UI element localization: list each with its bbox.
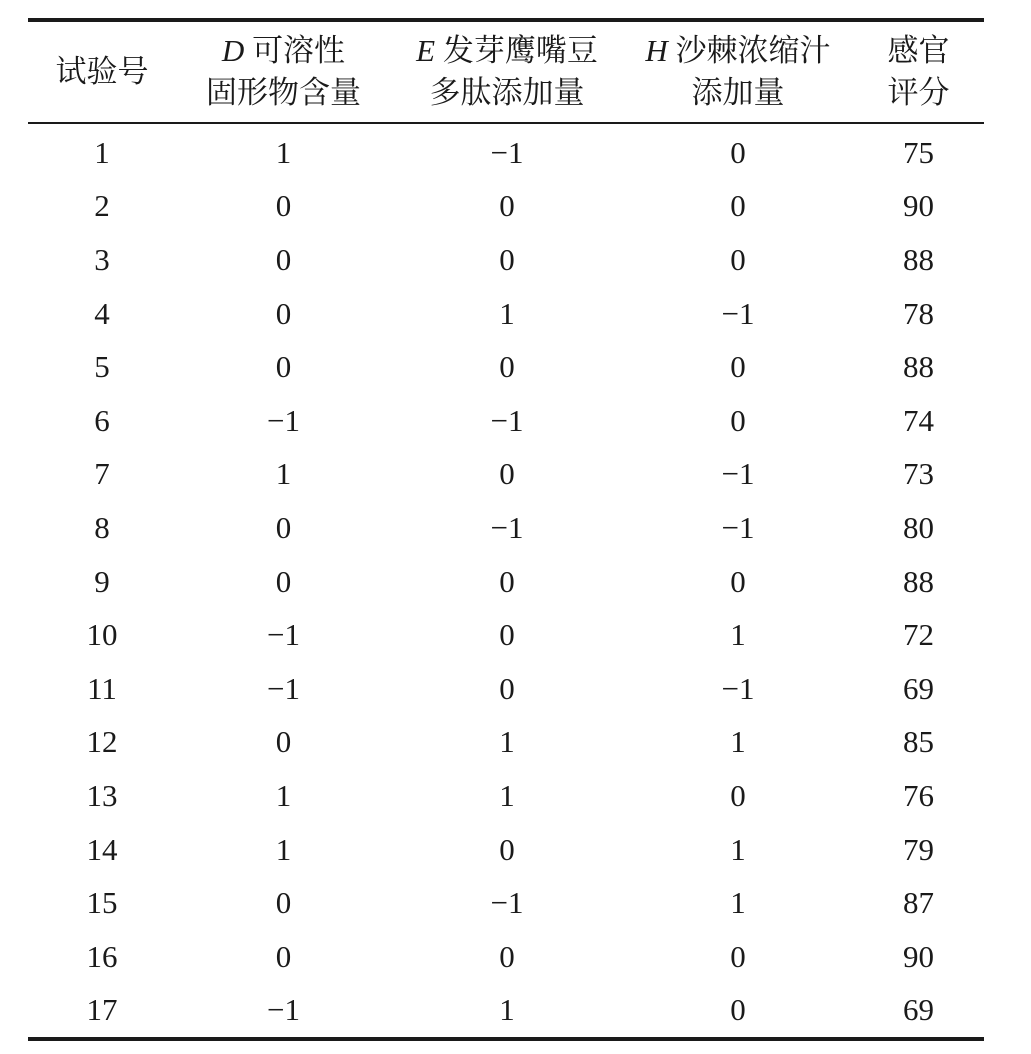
header-soluble-solids (176, 22, 391, 122)
cell-soluble-solids: 0 (275, 295, 292, 331)
cell-sea-buckthorn-juice: −1 (721, 295, 755, 331)
cell-sensory-score: 73 (903, 456, 934, 492)
cell-soluble-solids: 1 (275, 456, 292, 492)
table-row (28, 823, 984, 877)
cell-trial-number: 17 (86, 992, 118, 1028)
cell-chickpea-peptide: 0 (499, 349, 515, 385)
cell-chickpea-peptide: 0 (499, 617, 515, 653)
cell-sea-buckthorn-juice: 0 (730, 402, 746, 438)
cell-soluble-solids: 0 (275, 938, 292, 974)
cell-soluble-solids: 1 (275, 777, 292, 813)
header-sea-buckthorn-juice (623, 22, 853, 122)
cell-soluble-solids: 0 (275, 241, 292, 277)
cell-chickpea-peptide: −1 (490, 134, 524, 170)
table-row (28, 769, 984, 823)
cell-soluble-solids: 0 (275, 188, 292, 224)
cell-sensory-score: 69 (903, 670, 934, 706)
cell-chickpea-peptide: 0 (499, 456, 515, 492)
cell-chickpea-peptide: 0 (499, 831, 515, 867)
cell-sea-buckthorn-juice: 1 (730, 617, 746, 653)
cell-soluble-solids: −1 (267, 617, 300, 653)
table-row (28, 555, 984, 609)
cell-sea-buckthorn-juice: 1 (730, 885, 746, 921)
table-row (28, 448, 984, 502)
cell-chickpea-peptide: 1 (499, 724, 515, 760)
cell-sea-buckthorn-juice: 0 (730, 992, 746, 1028)
cell-trial-number: 14 (86, 831, 118, 867)
cell-chickpea-peptide: 0 (499, 188, 515, 224)
cell-soluble-solids: 0 (275, 563, 292, 599)
table-row (28, 930, 984, 984)
table-row (28, 662, 984, 716)
cell-sea-buckthorn-juice: 0 (730, 241, 746, 277)
cell-trial-number: 5 (94, 349, 110, 385)
cell-trial-number: 8 (94, 509, 110, 545)
cell-trial-number: 16 (86, 938, 118, 974)
cell-soluble-solids: 0 (275, 885, 292, 921)
cell-sensory-score: 80 (903, 509, 934, 545)
header-chickpea-peptide-line1: 发芽鹰嘴豆 (442, 33, 598, 68)
experiment-table (28, 18, 984, 1041)
cell-sensory-score: 69 (903, 992, 934, 1028)
cell-sea-buckthorn-juice: 0 (730, 349, 746, 385)
header-sea-buckthorn-juice-line2: 添加量 (691, 75, 785, 110)
cell-soluble-solids: 0 (275, 724, 292, 760)
cell-soluble-solids: −1 (267, 670, 300, 706)
cell-sensory-score: 88 (903, 241, 934, 277)
cell-trial-number: 3 (94, 241, 110, 277)
cell-trial-number: 6 (94, 402, 110, 438)
cell-soluble-solids: 0 (275, 509, 292, 545)
cell-sensory-score: 75 (903, 134, 934, 170)
cell-chickpea-peptide: 1 (499, 992, 515, 1028)
cell-sea-buckthorn-juice: −1 (721, 670, 755, 706)
cell-chickpea-peptide: 0 (499, 563, 515, 599)
table-row (28, 608, 984, 662)
cell-trial-number: 10 (86, 617, 118, 653)
bottom-rule (28, 1037, 984, 1041)
cell-trial-number: 9 (94, 563, 110, 599)
cell-soluble-solids: −1 (267, 402, 300, 438)
cell-sensory-score: 90 (903, 188, 934, 224)
header-chickpea-peptide (391, 22, 623, 122)
cell-trial-number: 15 (86, 885, 118, 921)
cell-sensory-score: 88 (903, 563, 934, 599)
cell-chickpea-peptide: −1 (490, 885, 524, 921)
table-row (28, 716, 984, 770)
cell-sea-buckthorn-juice: −1 (721, 456, 755, 492)
header-chickpea-peptide-line2: 多肽添加量 (429, 75, 585, 110)
header-soluble-solids-line2: 固形物含量 (206, 75, 361, 110)
cell-chickpea-peptide: 1 (499, 295, 515, 331)
cell-trial-number: 11 (87, 670, 117, 706)
table-row (28, 340, 984, 394)
table-row (28, 287, 984, 341)
header-sensory-score-line1: 感官 (887, 33, 950, 68)
cell-trial-number: 4 (94, 295, 110, 331)
header-symbol-h: H (645, 33, 668, 68)
header-sensory-score-line2: 评分 (887, 75, 950, 110)
cell-chickpea-peptide: 1 (499, 777, 515, 813)
table-header (28, 22, 984, 124)
data-table (28, 22, 984, 1037)
cell-sea-buckthorn-juice: 0 (730, 188, 746, 224)
cell-trial-number: 1 (94, 134, 110, 170)
table-row (28, 180, 984, 234)
cell-chickpea-peptide: 0 (499, 241, 515, 277)
cell-trial-number: 7 (94, 456, 110, 492)
cell-sea-buckthorn-juice: 0 (730, 777, 746, 813)
header-symbol-e: E (416, 33, 436, 68)
cell-sensory-score: 88 (903, 349, 934, 385)
cell-sea-buckthorn-juice: 0 (730, 563, 746, 599)
cell-chickpea-peptide: −1 (490, 509, 524, 545)
cell-trial-number: 12 (86, 724, 118, 760)
header-soluble-solids-line1: 可溶性 (252, 33, 346, 68)
cell-trial-number: 13 (86, 777, 118, 813)
header-trial-number-label: 试验号 (55, 54, 149, 89)
cell-sensory-score: 78 (903, 295, 934, 331)
header-trial-number (28, 22, 176, 122)
table-body (28, 124, 984, 1037)
table-row (28, 876, 984, 930)
cell-chickpea-peptide: −1 (490, 402, 524, 438)
cell-sensory-score: 85 (903, 724, 934, 760)
cell-sensory-score: 90 (903, 938, 934, 974)
cell-chickpea-peptide: 0 (499, 670, 515, 706)
table-row (28, 501, 984, 555)
cell-sea-buckthorn-juice: 1 (730, 831, 746, 867)
header-sensory-score (853, 22, 984, 122)
cell-sensory-score: 87 (903, 885, 934, 921)
header-symbol-d: D (221, 33, 245, 68)
cell-sensory-score: 79 (903, 831, 934, 867)
cell-sensory-score: 76 (903, 777, 934, 813)
cell-sensory-score: 72 (903, 617, 934, 653)
cell-trial-number: 2 (94, 188, 110, 224)
cell-sea-buckthorn-juice: 0 (730, 134, 746, 170)
cell-sea-buckthorn-juice: 0 (730, 938, 746, 974)
table-row (28, 984, 984, 1038)
cell-sea-buckthorn-juice: −1 (721, 509, 755, 545)
cell-soluble-solids: 0 (275, 349, 292, 385)
table-row (28, 233, 984, 287)
cell-chickpea-peptide: 0 (499, 938, 515, 974)
cell-sensory-score: 74 (903, 402, 934, 438)
table-row (28, 124, 984, 180)
cell-soluble-solids: 1 (275, 134, 292, 170)
header-sea-buckthorn-juice-line1: 沙棘浓缩汁 (675, 33, 831, 68)
table-row (28, 394, 984, 448)
cell-soluble-solids: −1 (267, 992, 300, 1028)
cell-soluble-solids: 1 (275, 831, 292, 867)
cell-sea-buckthorn-juice: 1 (730, 724, 746, 760)
